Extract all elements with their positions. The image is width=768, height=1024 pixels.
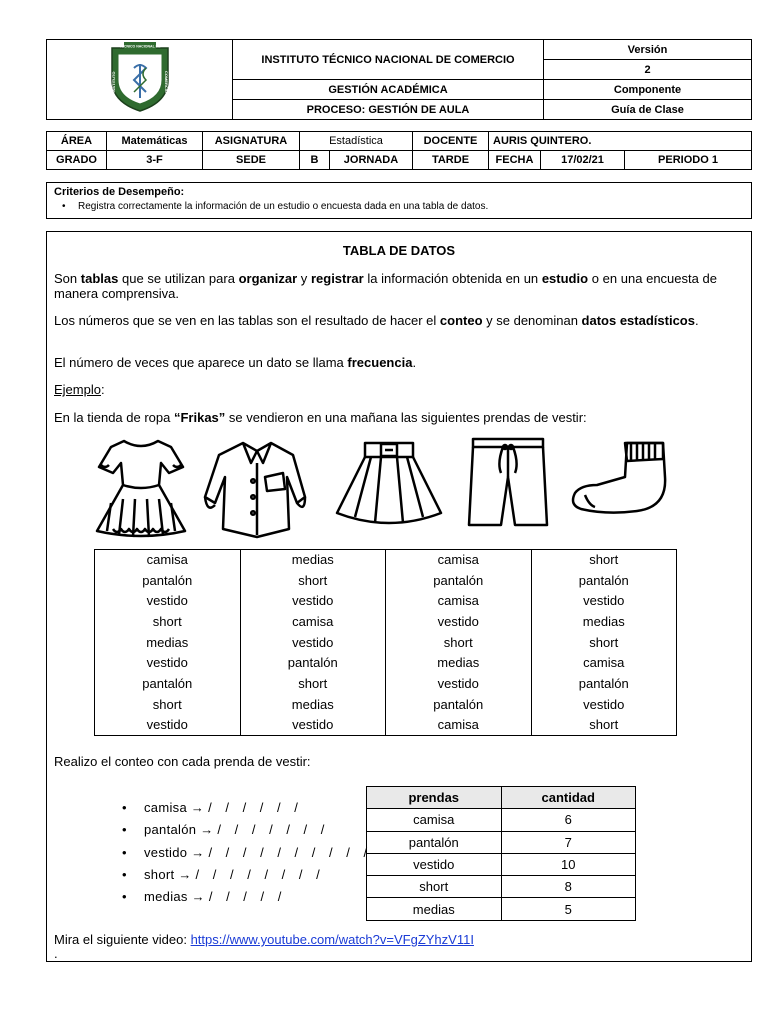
table-cell: camisa (386, 550, 532, 571)
table-cell: short (386, 632, 532, 653)
main-content-box (46, 231, 752, 962)
table-cell: medias (240, 550, 386, 571)
paragraph-example: En la tienda de ropa “Frikas” se vendieron en una mañana las siguientes prendas de vestir: (54, 410, 587, 425)
component-label: Componente (544, 80, 752, 100)
table-cell: camisa (240, 612, 386, 633)
bullet-icon: • (122, 889, 127, 905)
grade-value: 3-F (107, 151, 203, 170)
process-label: PROCESO: GESTIÓN DE AULA (233, 100, 544, 120)
table-row (95, 550, 677, 571)
frequency-count: 8 (501, 876, 636, 898)
bullet-icon: • (122, 866, 127, 882)
bullet-icon: • (122, 822, 127, 838)
bullet-icon: • (122, 800, 127, 815)
table-cell: pantalón (142, 572, 193, 588)
area-value: Matemáticas (107, 132, 203, 151)
table-row (95, 694, 677, 715)
table-row (95, 674, 677, 695)
table-cell: pantalón (531, 674, 677, 695)
tally-list (122, 797, 372, 908)
table-cell: short (152, 696, 182, 712)
logo-cell (47, 40, 233, 120)
bullet-icon: • (122, 844, 127, 860)
criteria-item (54, 201, 744, 212)
paragraph-definition: Son tablas que se utilizan para organizar y registrar la información obtenida en un estudio o en una encuesta de manera comprensiva. (54, 271, 717, 301)
table-cell: vestido (146, 717, 188, 733)
table-row (367, 809, 636, 831)
tally-label: pantalón → (144, 822, 214, 838)
date-value: 17/02/21 (541, 151, 625, 170)
tally-marks: / / / / / / / / / / (208, 844, 373, 860)
tally-label: short → (144, 866, 192, 882)
frequency-item: vestido (367, 853, 502, 875)
table-cell: medias (531, 612, 677, 633)
tally-marks: / / / / / / / / (195, 866, 325, 882)
table-row (95, 715, 677, 736)
table-cell: camisa (386, 715, 532, 736)
list-item (122, 864, 372, 886)
shorts-icon (465, 433, 551, 533)
institution-logo-icon (98, 42, 182, 114)
shift-value: TARDE (413, 151, 489, 170)
frequency-item: camisa (367, 809, 502, 831)
sock-icon (567, 433, 675, 519)
management-label: GESTIÓN ACADÉMICA (233, 80, 544, 100)
table-cell: short (152, 613, 182, 629)
period-label: PERIODO 1 (625, 151, 752, 170)
table-row (95, 570, 677, 591)
frequency-item: pantalón (367, 831, 502, 853)
tally-marks: / / / / / (208, 889, 287, 905)
paragraph-frecuencia: El número de veces que aparece un dato se llama frecuencia. (54, 355, 417, 370)
table-cell: short (240, 570, 386, 591)
performance-criteria (46, 182, 752, 219)
guide-label: Guía de Clase (544, 100, 752, 120)
table-cell: medias (240, 694, 386, 715)
frequency-item: short (367, 876, 502, 898)
table-cell: medias (386, 653, 532, 674)
raw-data-table (94, 549, 677, 736)
tally-marks: / / / / / / (208, 800, 303, 815)
table-cell: camisa (531, 653, 677, 674)
table-cell: camisa (146, 552, 188, 568)
table-cell: short (531, 550, 677, 571)
shift-label: JORNADA (330, 151, 413, 170)
date-label: FECHA (489, 151, 541, 170)
list-item (122, 886, 372, 908)
logo-left-text: INSTITUTO (110, 71, 116, 93)
ejemplo-label: Ejemplo: (54, 382, 105, 397)
tally-label: vestido → (144, 844, 205, 860)
table-cell: short (531, 715, 677, 736)
tally-label: camisa → (144, 800, 205, 815)
table-row (95, 632, 677, 653)
video-line (54, 932, 717, 947)
tally-label: medias → (144, 889, 205, 905)
area-label: ÁREA (47, 132, 107, 151)
table-cell: medias (146, 634, 189, 650)
criteria-title: Criterios de Desempeño: (54, 186, 185, 198)
list-item (122, 819, 372, 841)
frequency-count: 6 (501, 809, 636, 831)
teacher-value: AURIS QUINTERO. (489, 132, 752, 151)
table-row (95, 591, 677, 612)
course-info-table (46, 131, 752, 170)
subject-value: Estadística (300, 132, 413, 151)
table-cell: vestido (240, 715, 386, 736)
skirt-icon (331, 433, 447, 533)
table-cell: vestido (386, 612, 532, 633)
table-cell: vestido (386, 674, 532, 695)
table-row (367, 831, 636, 853)
table-cell: short (531, 632, 677, 653)
table-row (367, 853, 636, 875)
section-title: TABLA DE DATOS (342, 243, 456, 258)
frequency-item: medias (367, 898, 502, 920)
logo-right-text: COMERCIO (163, 71, 169, 93)
table-cell: vestido (531, 694, 677, 715)
table-cell: pantalón (240, 653, 386, 674)
frequency-header-cantidad: cantidad (501, 787, 636, 809)
table-cell: pantalón (386, 570, 532, 591)
frequency-count: 7 (501, 831, 636, 853)
table-cell: vestido (531, 591, 677, 612)
document-header (46, 39, 752, 120)
subject-label: ASIGNATURA (203, 132, 300, 151)
grade-label: GRADO (47, 151, 107, 170)
institution-name: INSTITUTO TÉCNICO NACIONAL DE COMERCIO (233, 40, 544, 80)
dress-icon (89, 433, 193, 543)
paragraph-conteo: Los números que se ven en las tablas son el resultado de hacer el conteo y se denominan datos estadísticos. (54, 313, 699, 328)
frequency-count: 5 (501, 898, 636, 920)
table-cell: camisa (386, 591, 532, 612)
criteria-item-text: Registra correctamente la información de un estudio o encuesta dada en una tabla de datos. (78, 201, 489, 212)
frequency-table (366, 786, 636, 921)
jacket-icon (201, 433, 313, 543)
teacher-label: DOCENTE (413, 132, 489, 151)
table-cell: vestido (146, 593, 188, 609)
table-cell: short (240, 674, 386, 695)
bullet-icon: • (62, 201, 66, 212)
version-label: Versión (544, 40, 752, 60)
table-row (95, 653, 677, 674)
table-cell: pantalón (386, 694, 532, 715)
video-label: Mira el siguiente video: (54, 932, 191, 947)
trailing-dot: . (54, 946, 58, 961)
list-item (122, 842, 372, 864)
tally-marks: / / / / / / / (217, 822, 330, 838)
table-cell: pantalón (531, 570, 677, 591)
table-row (367, 898, 636, 920)
table-cell: vestido (240, 591, 386, 612)
list-item (122, 797, 372, 819)
campus-value: B (300, 151, 330, 170)
table-cell: vestido (146, 655, 188, 671)
logo-top-text: TÉCNICO NACIONAL DE (119, 44, 160, 49)
table-row (367, 876, 636, 898)
frequency-count: 10 (501, 853, 636, 875)
campus-label: SEDE (203, 151, 300, 170)
table-cell: pantalón (142, 675, 193, 691)
table-row (95, 612, 677, 633)
table-cell: vestido (240, 632, 386, 653)
paragraph-count-intro: Realizo el conteo con cada prenda de vestir: (54, 754, 311, 769)
frequency-header-prendas: prendas (367, 787, 502, 809)
video-link[interactable]: https://www.youtube.com/watch?v=VFgZYhzV11I (190, 932, 474, 947)
version-value: 2 (544, 60, 752, 80)
